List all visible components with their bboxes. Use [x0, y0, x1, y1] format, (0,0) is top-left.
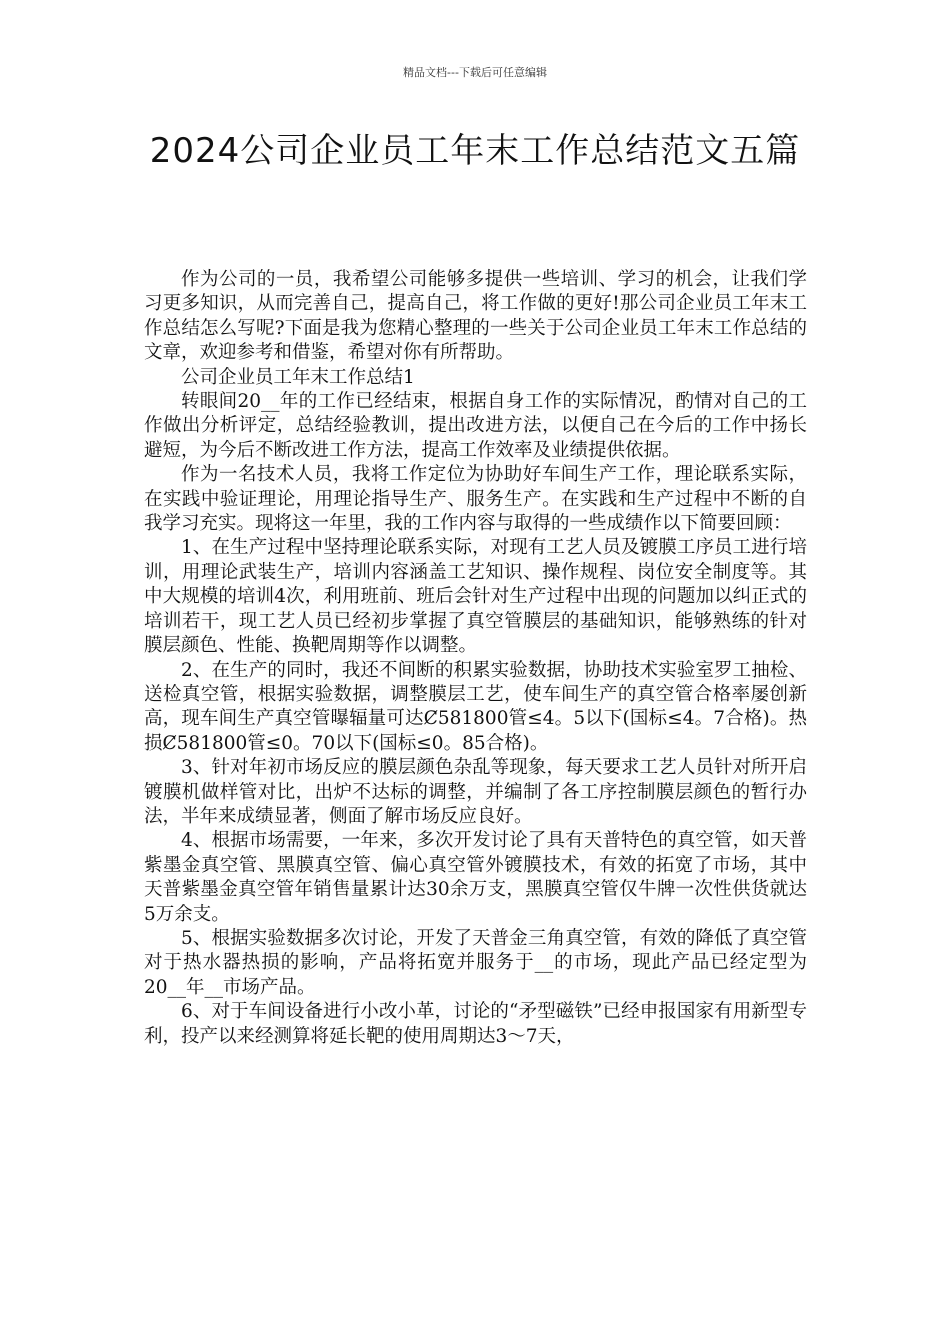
list-item-1: 1、在生产过程中坚持理论联系实际，对现有工艺人员及镀膜工序员工进行培训，用理论武装生产，培训内容涵盖工艺知识、操作规程、岗位安全制度等。其中大规模的培训4次，利用班前、班后会针对生产过程中出现的问题加以纠正式的培训若干，现工艺人员已经初步掌握了真空管膜层的基础知识，能够熟练的针对膜层颜色、性能、换靶周期等作以调整。 [144, 537, 807, 657]
list-item-3: 3、针对年初市场反应的膜层颜色杂乱等现象，每天要求工艺人员针对所开启镀膜机做样管对比，出炉不达标的调整，并编制了各工序控制膜层颜色的暂行办法，半年来成绩显著，侧面了解市场反应良好。 [144, 757, 807, 827]
document-title: 2024公司企业员工年末工作总结范文五篇 [149, 131, 801, 171]
header-note: 精品文档---下载后可任意编辑 [403, 66, 547, 79]
list-item-4: 4、根据市场需要，一年来，多次开发讨论了具有天普特色的真空管，如天普紫墨金真空管、黑膜真空管、偏心真空管外镀膜技术，有效的拓宽了市场，其中天普紫墨金真空管年销售量累计达30余万支，黑膜真空管仅牛牌一次性供货就达5万余支。 [144, 830, 807, 925]
paragraph: 转眼间20__年的工作已经结束，根据自身工作的实际情况，酌情对自己的工作做出分析评定，总结经验教训，提出改进方法，以便自己在今后的工作中扬长避短，为今后不断改进工作方法，提高工作效率及业绩提供依据。 [144, 391, 807, 461]
paragraph: 作为一名技术人员，我将工作定位为协助好车间生产工作，理论联系实际，在实践中验证理论，用理论指导生产、服务生产。在实践和生产过程中不断的自我学习充实。现将这一年里，我的工作内容与取得的一些成绩作以下简要回顾： [144, 464, 807, 535]
list-item-5: 5、根据实验数据多次讨论，开发了天普金三角真空管，有效的降低了真空管对于热水器热损的影响，产品将拓宽并服务于__的市场，现此产品已经定型为20__年__市场产品。 [144, 927, 807, 998]
section-heading: 公司企业员工年末工作总结1 [181, 366, 415, 388]
document-body [144, 268, 807, 1049]
intro-paragraph: 作为公司的一员，我希望公司能够多提供一些培训、学习的机会，让我们学习更多知识，从而完善自己，提高自己，将工作做的更好!那公司企业员工年末工作总结怎么写呢?下面是我为您精心整理的一些关于公司企业员工年末工作总结的文章，欢迎参考和借鉴，希望对你有所帮助。 [144, 269, 807, 364]
list-item-6: 6、对于车间设备进行小改小革，讨论的“矛型磁铁”已经申报国家有用新型专利，投产以来经测算将延长靶的使用周期达3～7天， [144, 1001, 807, 1047]
list-item-2: 2、在生产的同时，我还不间断的积累实验数据，协助技术实验室罗工抽检、送检真空管，根据实验数据，调整膜层工艺，使车间生产的真空管合格率屡创新高，现车间生产真空管曝辐量可达Ȼ581800管≤4。5以下(国标≤4。7合格)。热损Ȼ581800管≤0。70以下(国标≤0。85合格)。 [144, 659, 807, 754]
